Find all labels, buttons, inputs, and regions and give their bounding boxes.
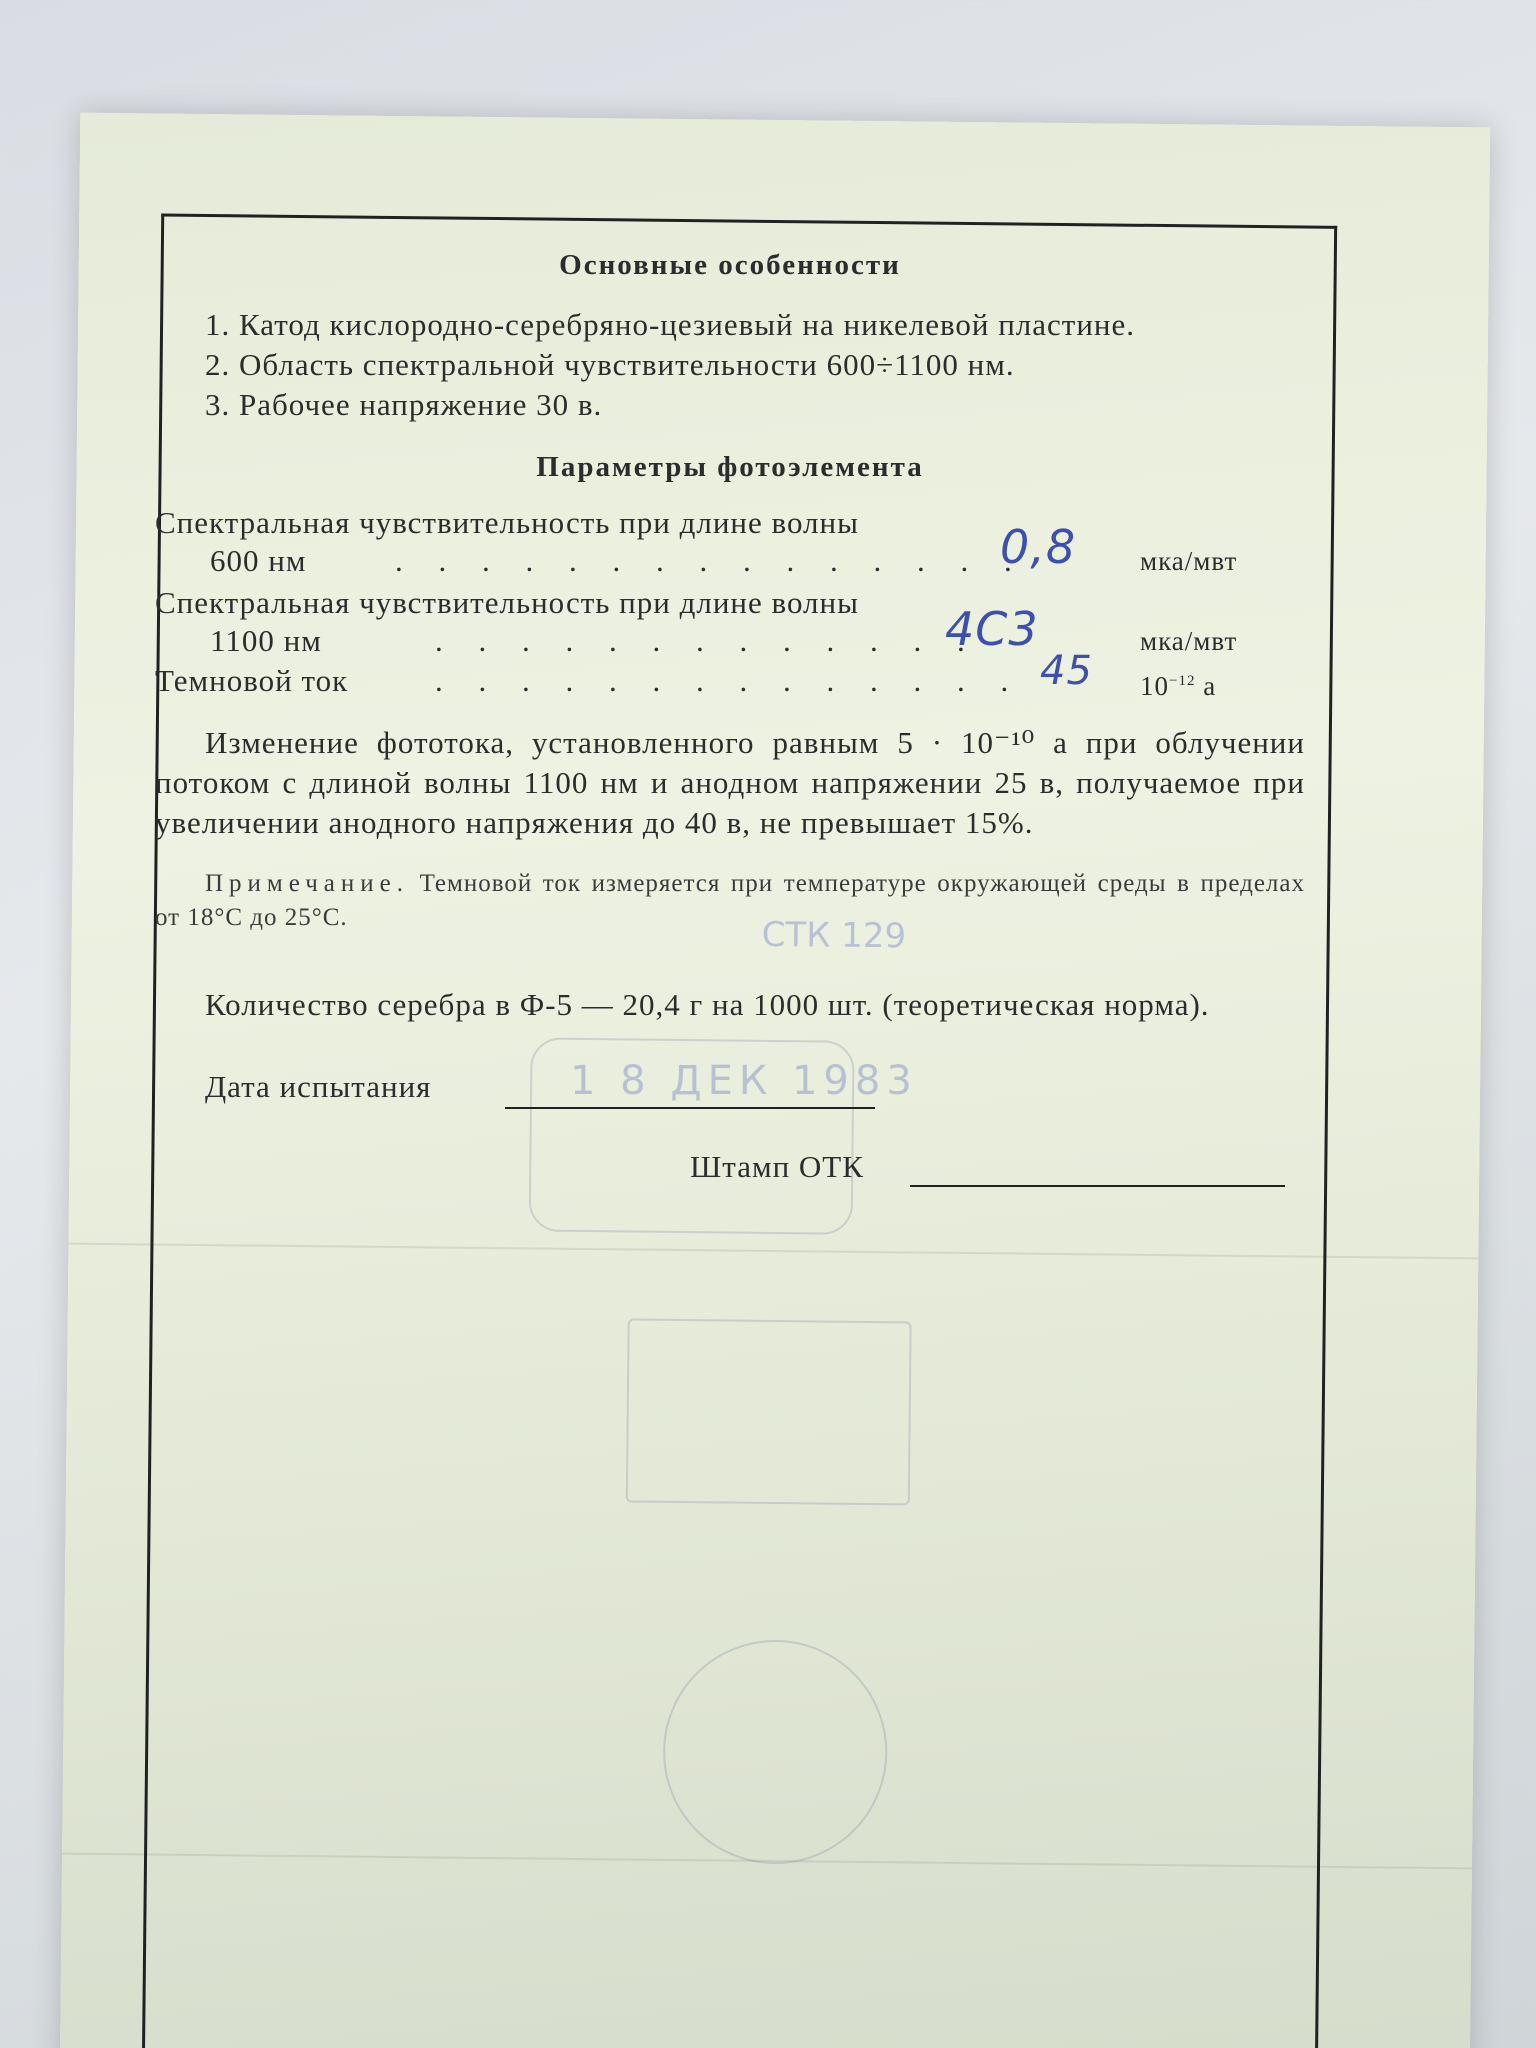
param-wavelength: 1100 нм	[210, 623, 322, 658]
test-date-stamp: 1 8 ДЕК 1983	[570, 1058, 918, 1104]
background-stamp-shape	[626, 1318, 912, 1505]
feature-item-3: 3. Рабочее напряжение 30 в.	[205, 387, 603, 422]
param-unit: мка/мвт	[1140, 626, 1238, 656]
param-unit: $10^{-12}$ а	[1140, 671, 1217, 701]
otk-stamp-label: Штамп ОТК	[690, 1149, 864, 1184]
params-heading: Параметры фотоэлемента	[536, 451, 924, 483]
features-heading: Основные особенности	[559, 249, 901, 281]
test-date-row	[155, 1055, 1305, 1115]
handwritten-value: 0,8	[1000, 520, 1077, 574]
param-sensitivity-1100	[155, 583, 1305, 659]
handwritten-value: 4С3	[945, 602, 1039, 656]
handwritten-value: 45	[1040, 648, 1093, 694]
param-label: Темновой ток	[155, 663, 349, 698]
note	[155, 867, 1305, 935]
document-content	[155, 245, 1305, 1195]
note-text: Темновой ток измеряется при температуре окружающей среды в пределах от 18°С до 25°С.	[155, 870, 1306, 931]
param-label: Спектральная чувствительность при длине волны	[155, 585, 859, 620]
param-wavelength: 600 нм	[210, 543, 307, 578]
param-label: Спектральная чувствительность при длине волны	[155, 505, 859, 540]
param-dark-current	[155, 648, 1305, 701]
param-sensitivity-600	[155, 503, 1305, 579]
photocurrent-paragraph: Изменение фототока, установленного равным 5 · 10⁻¹⁰ а при облучении потоком с длиной волны 1100 нм и анодном напряжении 25 в, получаемое при увеличении анодного напряжения до 40 в, не превышает 15%.	[155, 725, 1305, 840]
param-unit: мка/мвт	[1140, 546, 1238, 576]
note-label: Примечание.	[205, 870, 410, 897]
leader-dots: . . . . . . . . . . . . . . .	[395, 543, 1026, 578]
otk-stamp-line	[910, 1185, 1285, 1187]
feature-item-1: 1. Катод кислородно-серебряно-цезиевый на никелевой пластине.	[205, 307, 1136, 342]
leader-dots: . . . . . . . . . . . . .	[435, 623, 979, 658]
background-stamp-circle	[662, 1639, 888, 1865]
silver-amount: Количество серебра в Ф-5 — 20,4 г на 1000 шт. (теоретическая норма).	[205, 987, 1210, 1022]
feature-item-2: 2. Область спектральной чувствительности 600÷1100 нм.	[205, 347, 1015, 382]
test-date-label: Дата испытания	[205, 1069, 432, 1104]
test-date-line	[505, 1107, 875, 1109]
otk-stamp-row	[155, 1135, 1305, 1195]
leader-dots: . . . . . . . . . . . . . .	[435, 663, 1023, 698]
faint-stamp-text: СТК 129	[761, 914, 907, 957]
